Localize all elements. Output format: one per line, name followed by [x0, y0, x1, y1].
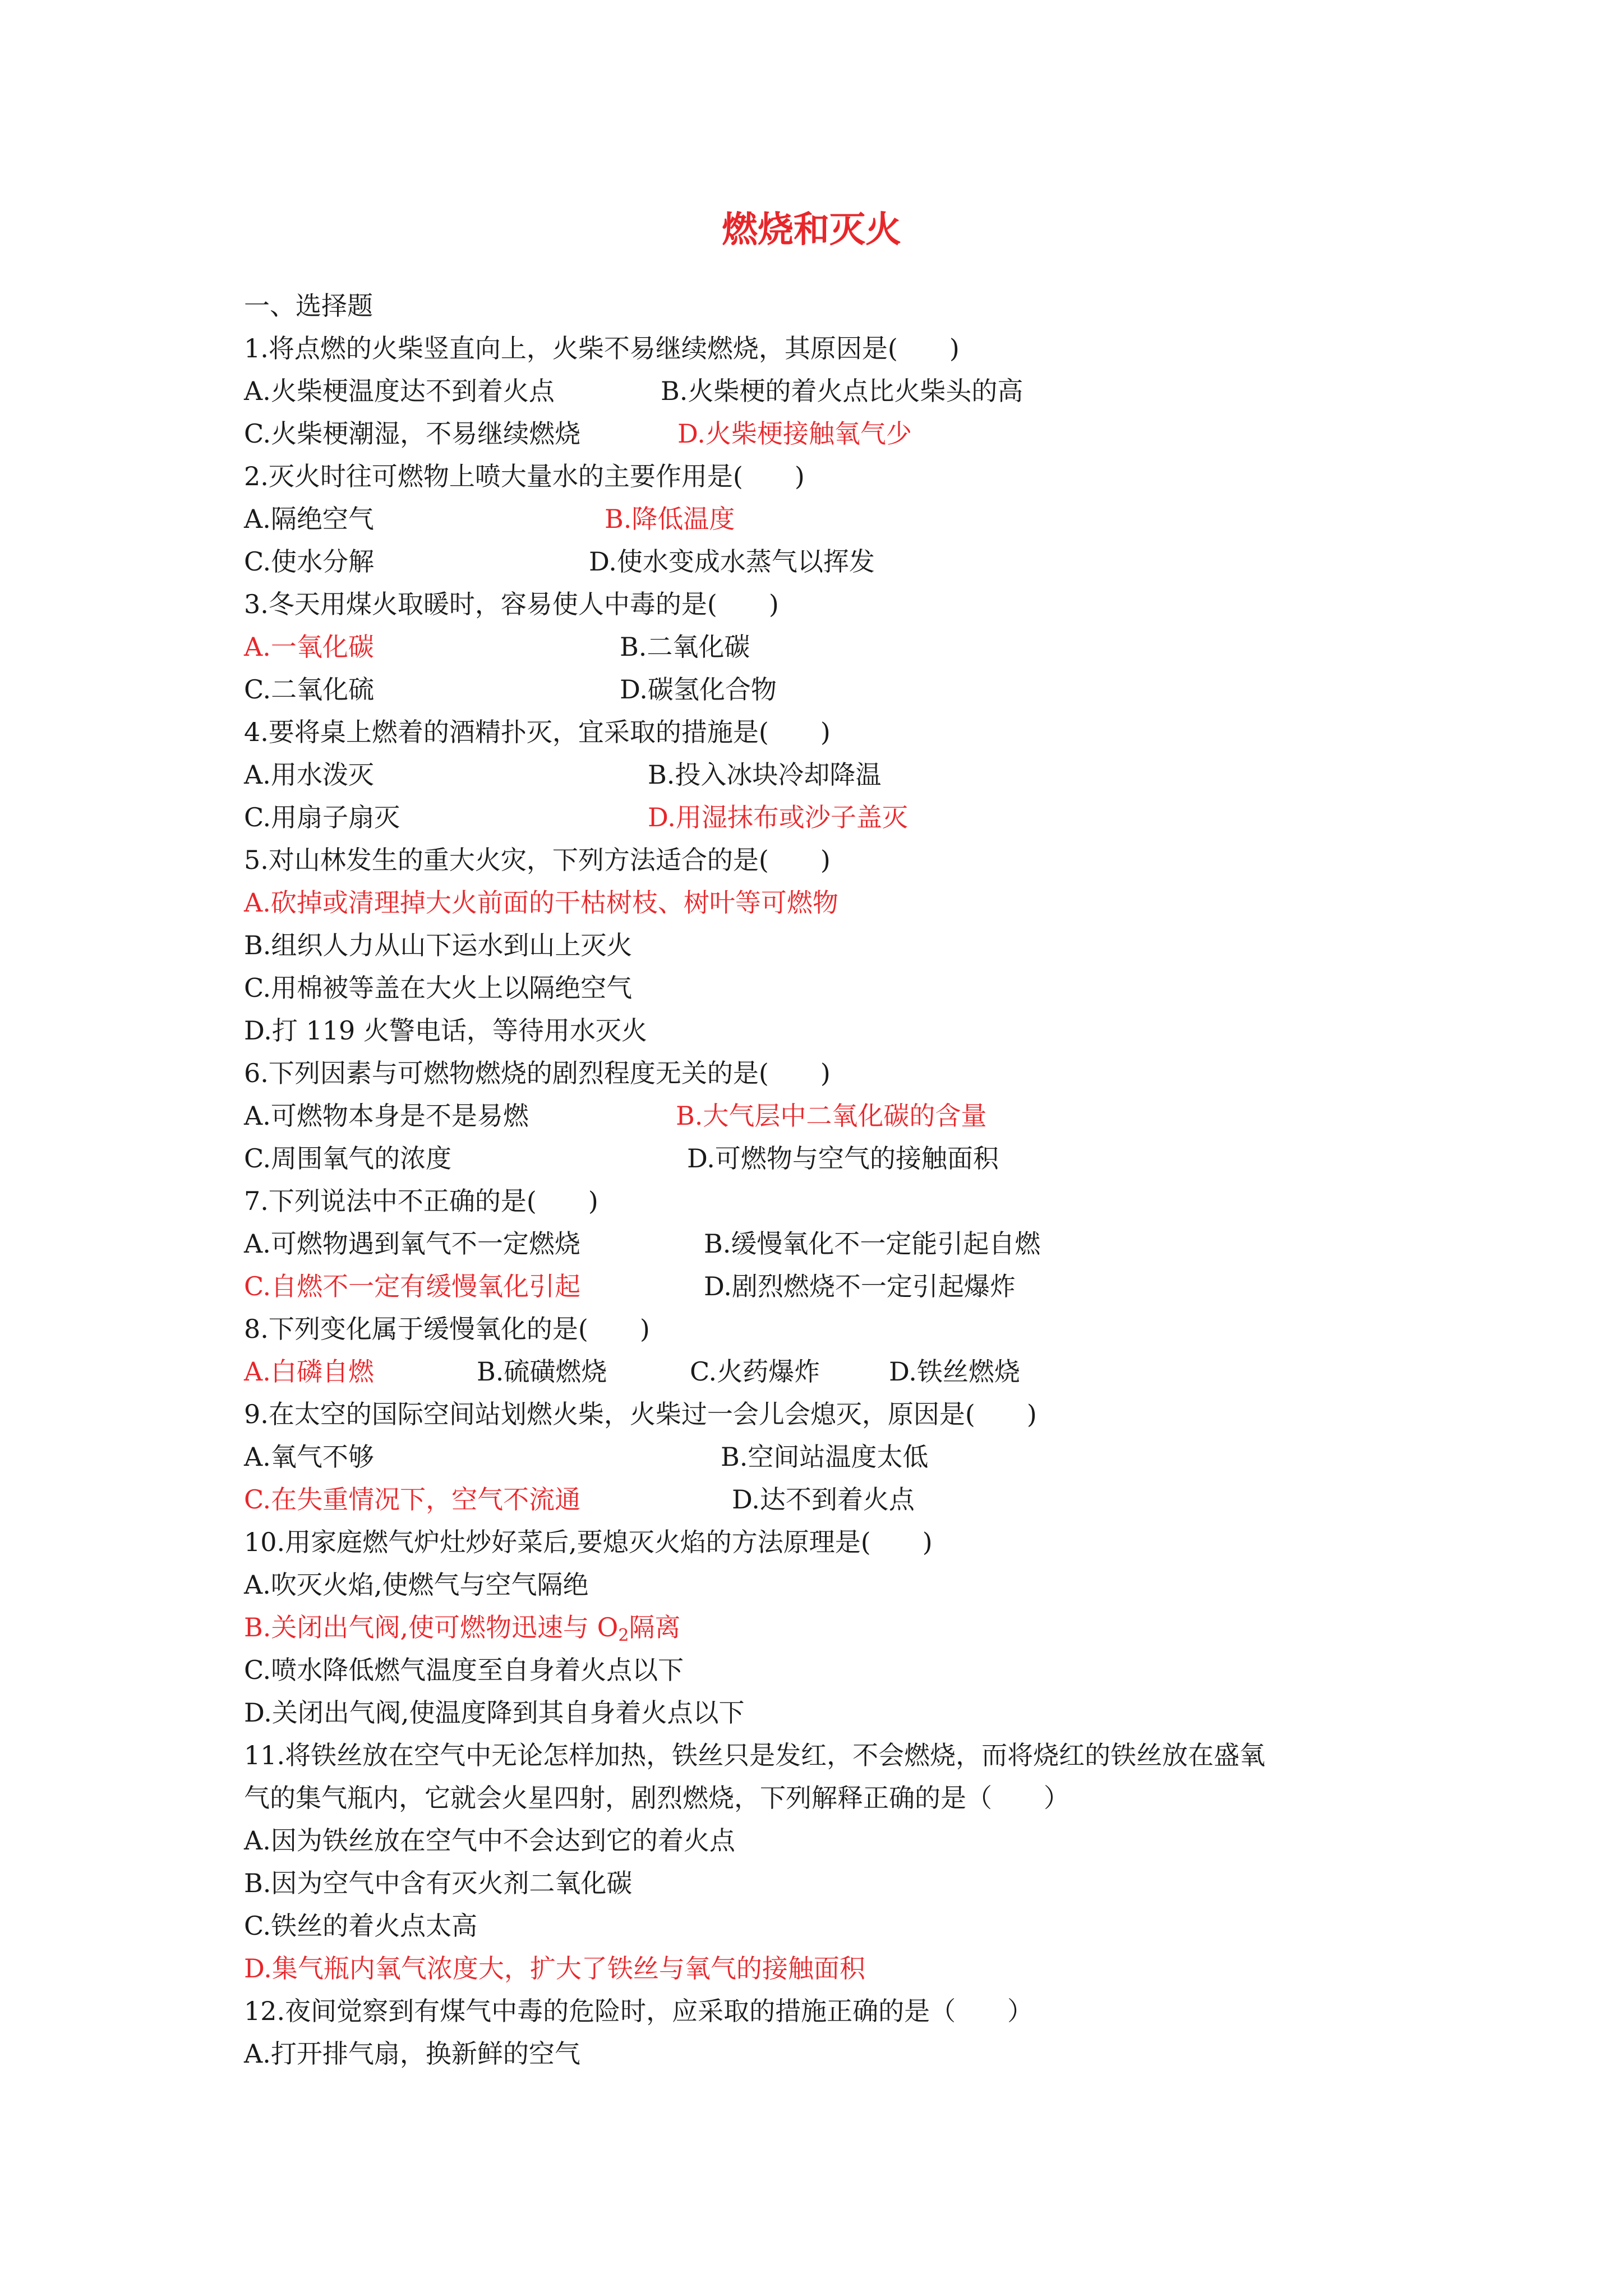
question-4-option-d-answer: D.用湿抹布或沙子盖灭: [648, 802, 908, 832]
question-12-stem: 12.夜间觉察到有煤气中毒的危险时，应采取的措施正确的是（ ）: [244, 1996, 1034, 2026]
question-9-option-a: A.氧气不够: [244, 1442, 374, 1472]
question-11-stem-line-2: 气的集气瓶内，它就会火星四射，剧烈燃烧，下列解释正确的是（ ）: [244, 1783, 1069, 1813]
question-10-option-b-answer: [244, 1612, 681, 1645]
question-4-option-b: B.投入冰块冷却降温: [648, 760, 882, 790]
question-1-option-d-answer: D.火柴梗接触氧气少: [677, 418, 912, 449]
question-1-option-b: B.火柴梗的着火点比火柴头的高: [661, 376, 1023, 406]
option-b-text: B.关闭出气阀,使可燃物迅速与 O: [244, 1612, 619, 1642]
question-9-option-c-answer: C.在失重情况下，空气不流通: [244, 1484, 581, 1515]
question-11-option-c: C.铁丝的着火点太高: [244, 1911, 478, 1941]
option-b-text-tail: 隔离: [629, 1612, 681, 1642]
question-8-option-a-answer: A.白磷自燃: [244, 1356, 374, 1387]
question-10-stem: 10.用家庭燃气炉灶炒好菜后,要熄灭火焰的方法原理是( ): [244, 1527, 933, 1557]
oxygen-subscript: 2: [618, 1626, 629, 1645]
question-2-option-c: C.使水分解: [244, 546, 375, 577]
question-6-option-a: A.可燃物本身是不是易燃: [244, 1101, 529, 1131]
question-5-option-a-answer: A.砍掉或清理掉大火前面的干枯树枝、树叶等可燃物: [244, 887, 838, 918]
question-7-option-b: B.缓慢氧化不一定能引起自燃: [704, 1228, 1041, 1259]
question-5-option-c: C.用棉被等盖在大火上以隔绝空气: [244, 973, 633, 1003]
question-9-stem: 9.在太空的国际空间站划燃火柴，火柴过一会儿会熄灭，原因是( ): [244, 1399, 1037, 1429]
question-10-option-a: A.吹灭火焰,使燃气与空气隔绝: [244, 1570, 589, 1600]
question-3-stem: 3.冬天用煤火取暖时，容易使人中毒的是( ): [244, 589, 779, 619]
question-8-option-b: B.硫磺燃烧: [477, 1356, 607, 1387]
section-heading: 一、选择题: [244, 291, 373, 321]
question-7-option-a: A.可燃物遇到氧气不一定燃烧: [244, 1228, 580, 1259]
question-7-option-d: D.剧烈燃烧不一定引起爆炸: [704, 1271, 1016, 1301]
question-5-option-b: B.组织人力从山下运水到山上灭火: [244, 930, 633, 960]
question-2-stem: 2.灭火时往可燃物上喷大量水的主要作用是( ): [244, 461, 805, 491]
question-2-option-a: A.隔绝空气: [244, 504, 374, 534]
question-1-option-a: A.火柴梗温度达不到着火点: [244, 376, 555, 406]
question-9-option-d: D.达不到着火点: [732, 1484, 915, 1515]
question-3-option-a-answer: A.一氧化碳: [244, 632, 374, 662]
question-6-option-d: D.可燃物与空气的接触面积: [687, 1143, 999, 1174]
question-6-option-b-answer: B.大气层中二氧化碳的含量: [676, 1101, 987, 1131]
question-4-stem: 4.要将桌上燃着的酒精扑灭，宜采取的措施是( ): [244, 717, 831, 747]
question-11-option-b: B.因为空气中含有灭火剂二氧化碳: [244, 1868, 633, 1898]
question-11-option-d-answer: D.集气瓶内氧气浓度大，扩大了铁丝与氧气的接触面积: [244, 1953, 865, 1984]
question-2-option-b-answer: B.降低温度: [605, 504, 735, 534]
question-9-option-b: B.空间站温度太低: [721, 1442, 929, 1472]
question-6-stem: 6.下列因素与可燃物燃烧的剧烈程度无关的是( ): [244, 1058, 831, 1088]
question-7-stem: 7.下列说法中不正确的是( ): [244, 1186, 598, 1216]
question-10-option-d: D.关闭出气阀,使温度降到其自身着火点以下: [244, 1697, 745, 1728]
question-10-option-c: C.喷水降低燃气温度至自身着火点以下: [244, 1655, 684, 1685]
question-11-option-a: A.因为铁丝放在空气中不会达到它的着火点: [244, 1825, 735, 1856]
question-4-option-a: A.用水泼灭: [244, 760, 374, 790]
question-5-option-d: D.打 119 火警电话，等待用水灭火: [244, 1015, 647, 1046]
question-8-option-d: D.铁丝燃烧: [889, 1356, 1020, 1387]
question-8-option-c: C.火药爆炸: [690, 1356, 820, 1387]
question-5-stem: 5.对山林发生的重大火灾，下列方法适合的是( ): [244, 845, 831, 875]
question-1-option-c: C.火柴梗潮湿，不易继续燃烧: [244, 418, 581, 449]
question-11-stem-line-1: 11.将铁丝放在空气中无论怎样加热，铁丝只是发红，不会燃烧，而将烧红的铁丝放在盛氧: [244, 1740, 1266, 1770]
question-1-stem: 1.将点燃的火柴竖直向上，火柴不易继续燃烧，其原因是( ): [244, 333, 960, 364]
question-7-option-c-answer: C.自燃不一定有缓慢氧化引起: [244, 1271, 581, 1301]
question-3-option-b: B.二氧化碳: [620, 632, 750, 662]
question-6-option-c: C.周围氧气的浓度: [244, 1143, 452, 1174]
question-8-stem: 8.下列变化属于缓慢氧化的是( ): [244, 1314, 650, 1344]
question-3-option-c: C.二氧化硫: [244, 674, 375, 705]
question-4-option-c: C.用扇子扇灭: [244, 802, 400, 832]
question-2-option-d: D.使水变成水蒸气以挥发: [589, 546, 875, 577]
question-3-option-d: D.碳氢化合物: [620, 674, 777, 705]
document-title: 燃烧和灭火: [722, 209, 901, 251]
question-12-option-a: A.打开排气扇，换新鲜的空气: [244, 2039, 580, 2069]
